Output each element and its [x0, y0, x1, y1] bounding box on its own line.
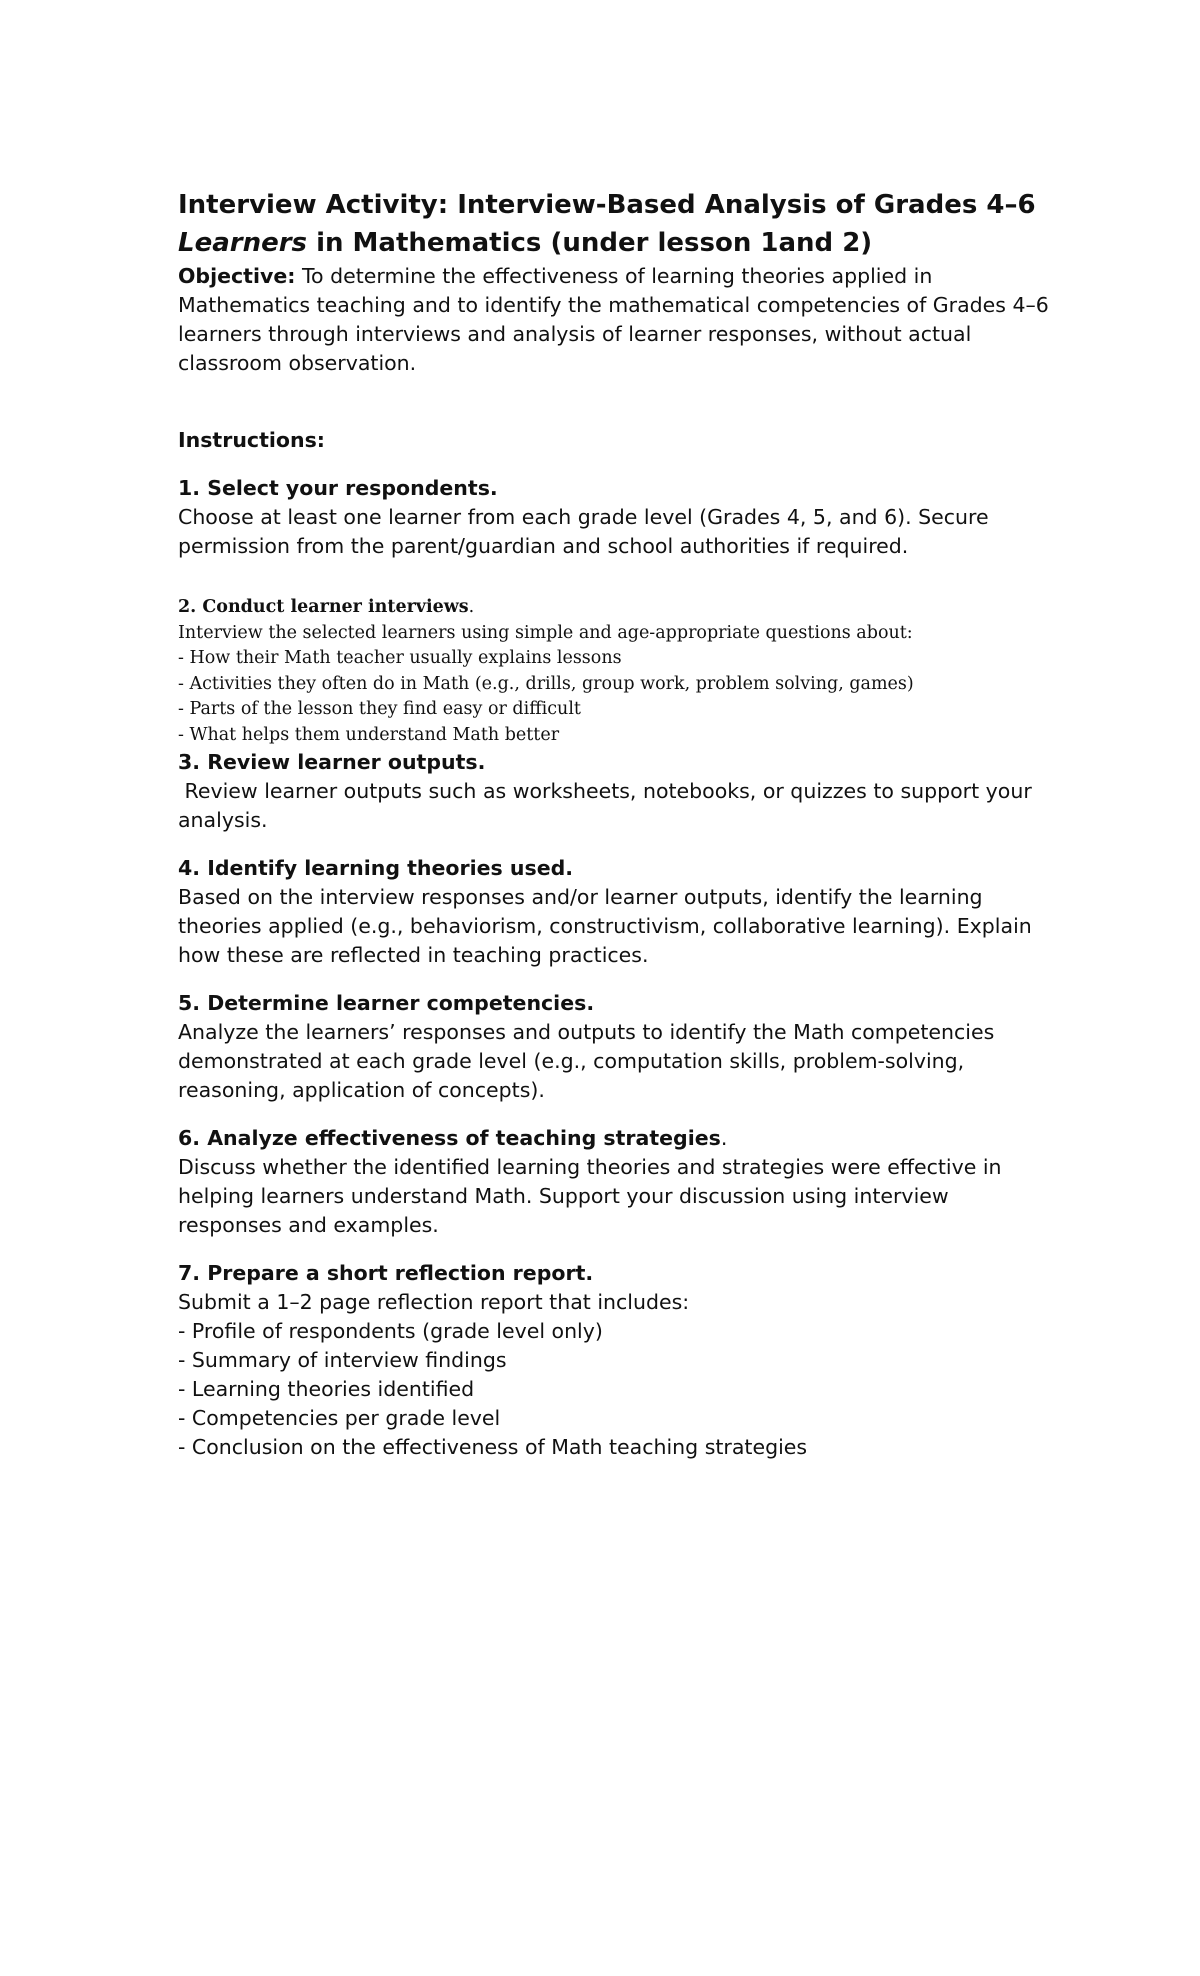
- step-4-heading: 4. Identify learning theories used.: [178, 856, 574, 880]
- step-6-heading: [178, 1124, 1058, 1153]
- step-6-heading-suffix: .: [720, 1126, 728, 1150]
- objective-paragraph: [178, 262, 1058, 378]
- step-7-bullet: - Learning theories identified: [178, 1377, 475, 1401]
- step-2-bullet: - Activities they often do in Math (e.g., drills, group work, problem solving, games): [178, 673, 914, 694]
- step-7-text: Submit a 1–2 page reflection report that includes:: [178, 1290, 690, 1314]
- step-4-text: Based on the interview responses and/or learner outputs, identify the learning theories applied (e.g., behaviorism, constructivism, collaborative learning). Explain how these are reflected in teaching practices.: [178, 885, 1032, 967]
- step-2-text: Interview the selected learners using simple and age-appropriate questions about:: [178, 622, 913, 643]
- step-6-text: Discuss whether the identified learning theories and strategies were effective in helping learners understand Math. Support your discussion using interview responses and examples.: [178, 1155, 1002, 1237]
- step-2-heading-text: 2. Conduct learner interviews: [178, 597, 469, 617]
- objective-label: Objective:: [178, 264, 296, 288]
- step-7: [178, 1259, 1058, 1462]
- step-2-bullet: - Parts of the lesson they find easy or difficult: [178, 699, 581, 719]
- step-5: [178, 989, 1058, 1105]
- title-part-1: Interview Activity: Interview-Based Analysis of Grades 4–6: [178, 190, 1036, 220]
- step-7-heading: 7. Prepare a short reflection report.: [178, 1261, 594, 1285]
- step-7-bullet: - Profile of respondents (grade level only): [178, 1319, 603, 1343]
- title-italic-word: Learners: [178, 228, 308, 258]
- step-3-heading: 3. Review learner outputs.: [178, 750, 486, 774]
- step-2-bullet: - What helps them understand Math better: [178, 724, 560, 745]
- step-3-text: Review learner outputs such as worksheets, notebooks, or quizzes to support your analysis.: [178, 779, 1039, 832]
- step-6-heading-text: 6. Analyze effectiveness of teaching strategies: [178, 1126, 721, 1150]
- title-part-2: in Mathematics (under lesson 1and 2): [307, 228, 873, 258]
- instructions-heading: Instructions:: [178, 428, 325, 452]
- document-title: [178, 186, 1058, 262]
- step-5-heading: 5. Determine learner competencies.: [178, 991, 595, 1015]
- objective-text: To determine the effectiveness of learning theories applied in Mathematics teaching and to identify the mathematical competencies of Grades 4–6 learners through interviews and analysis of learner responses, without actual classroom observation.: [178, 264, 1049, 375]
- step-4: [178, 854, 1058, 970]
- step-7-bullet: - Summary of interview findings: [178, 1348, 507, 1372]
- step-2: [178, 595, 1058, 748]
- step-2-bullet: - How their Math teacher usually explains lessons: [178, 648, 622, 668]
- step-3: [178, 748, 1058, 835]
- step-7-bullet: - Competencies per grade level: [178, 1406, 501, 1430]
- step-2-heading: [178, 595, 1058, 621]
- step-7-bullet: - Conclusion on the effectiveness of Math teaching strategies: [178, 1435, 808, 1459]
- step-1-heading: 1. Select your respondents.: [178, 476, 498, 500]
- step-6: [178, 1124, 1058, 1240]
- step-5-text: Analyze the learners’ responses and outputs to identify the Math competencies demonstrated at each grade level (e.g., computation skills, problem-solving, reasoning, application of concepts).: [178, 1020, 995, 1102]
- step-1: [178, 474, 1058, 561]
- step-2-heading-suffix: .: [468, 597, 475, 617]
- step-1-text: Choose at least one learner from each grade level (Grades 4, 5, and 6). Secure permission from the parent/guardian and school authorities if required.: [178, 505, 989, 558]
- document-page: [178, 186, 1058, 1462]
